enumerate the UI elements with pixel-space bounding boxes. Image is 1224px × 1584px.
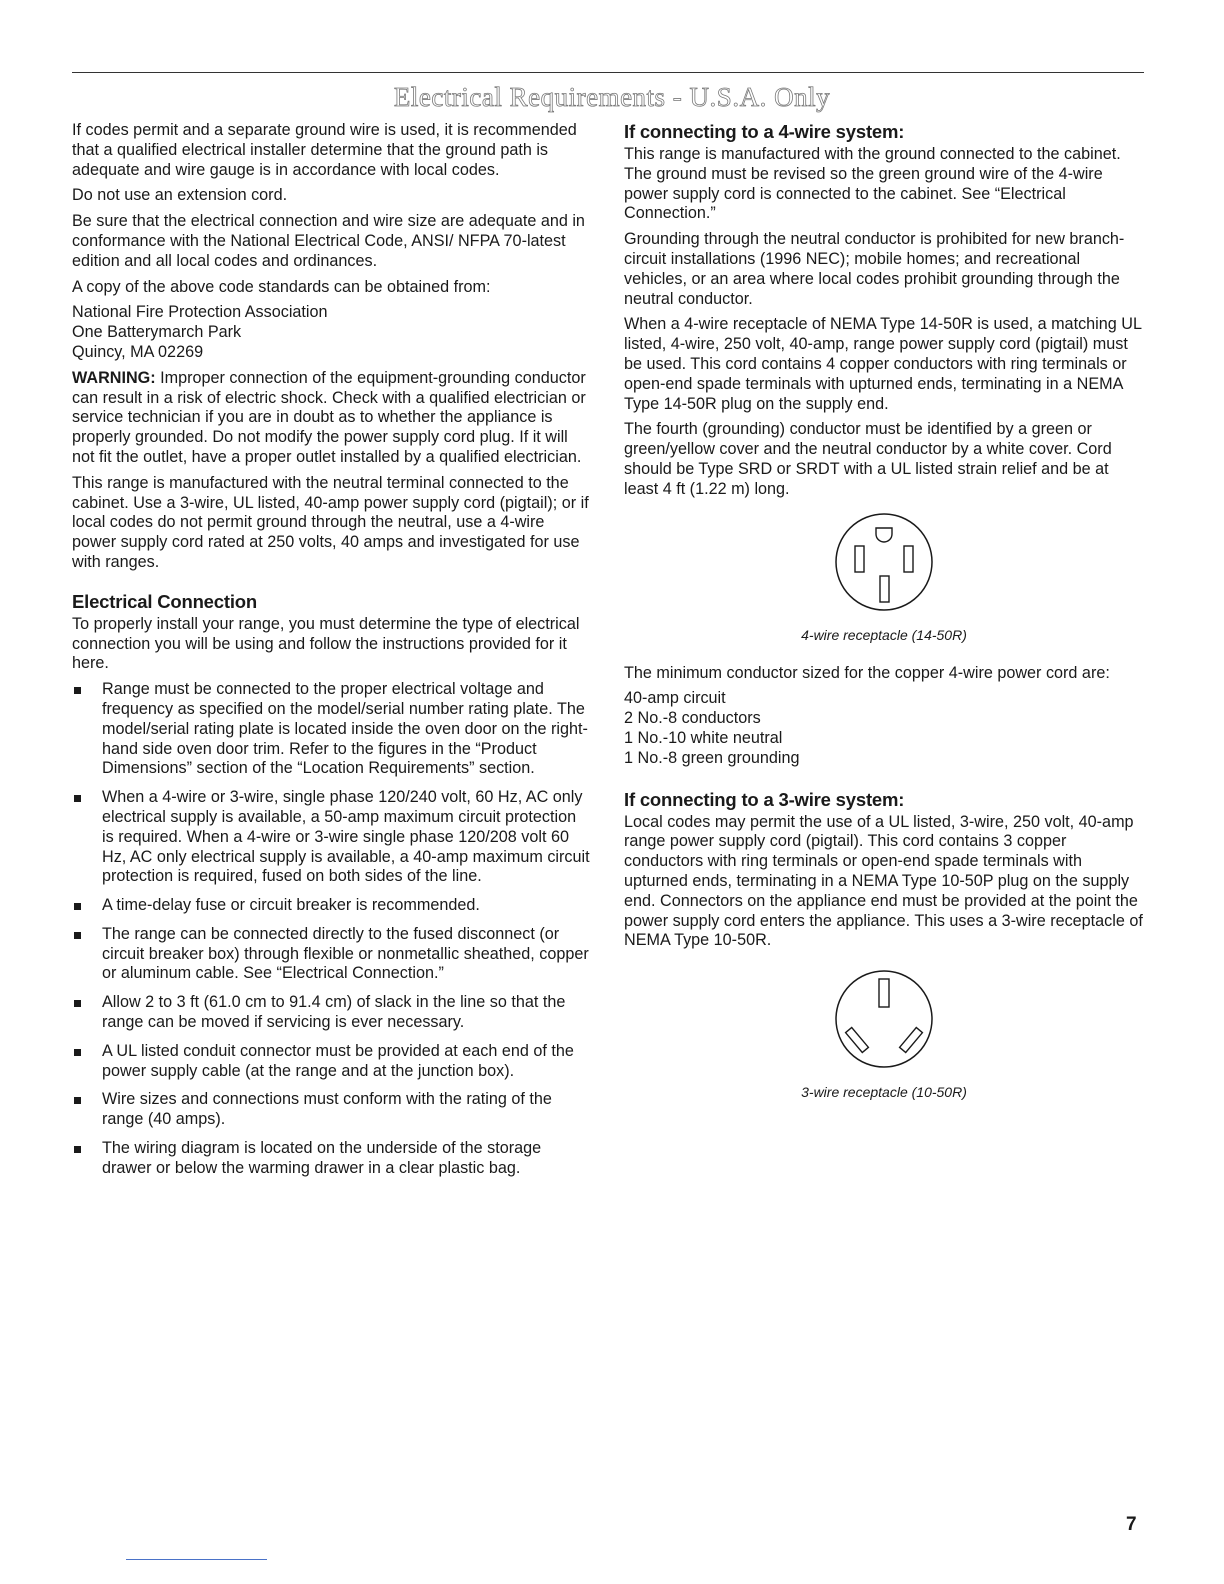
neutral-terminal-paragraph: This range is manufactured with the neutral terminal connected to the cabinet. Use a 3-wire, UL listed, 40-amp power supply cord (pigtail); or if local codes do not permit ground through the neutral, use a 4-wire power supply cord rated at 250 volts, 40 amps and investigated for use with ranges.	[72, 473, 589, 571]
address-block	[72, 303, 590, 362]
list-item: When a 4-wire or 3-wire, single phase 120/240 volt, 60 Hz, AC only electrical supply is available, a 50-amp maximum circuit protection is required. When a 4-wire or 3-wire single phase 120/208 volt 60 Hz, AC only electrical supply is available, a 40-amp maximum circuit protection is required, fused on both sides of the line.	[72, 788, 590, 887]
four-wire-receptacle-figure	[624, 512, 1144, 644]
list-item: Range must be connected to the proper electrical voltage and frequency as specified on the model/serial number rating plate. The model/serial rating plate is located inside the oven door on the right-hand side oven door trim. Refer to the figures in the “Product Dimensions” section of the “Location Requirements” section.	[72, 680, 590, 779]
address-line: Quincy, MA 02269	[72, 342, 204, 361]
code-conformance-paragraph: Be sure that the electrical connection and wire size are adequate and in conformance with the National Electrical Code, ANSI/ NFPA 70-latest edition and all local codes and ordinances.	[72, 212, 585, 270]
list-item: The range can be connected directly to the fused disconnect (or circuit breaker box) through flexible or nonmetallic sheathed, copper or aluminum cable. See “Electrical Connection.”	[72, 925, 590, 984]
page-title: Electrical Requirements - U.S.A. Only	[393, 82, 831, 112]
three-wire-receptacle-figure	[624, 969, 1144, 1101]
electrical-connection-heading: Electrical Connection	[72, 590, 257, 612]
requirements-list	[72, 680, 590, 1179]
three-wire-caption: 3-wire receptacle (10-50R)	[801, 1084, 967, 1101]
top-rule	[72, 72, 1144, 73]
four-wire-paragraph-3: When a 4-wire receptacle of NEMA Type 14-50R is used, a matching UL listed, 4-wire, 250 volt, 40-amp, range power supply cord (pigtail) must be used. This cord contains 4 copper conductors with ring terminals or open-end spade terminals with upturned ends, terminating in a NEMA Type 14-50R plug on the supply end.	[624, 315, 1142, 413]
conductor-line: 1 No.-8 green grounding	[624, 748, 800, 767]
code-copy-paragraph: A copy of the above code standards can be obtained from:	[72, 277, 491, 296]
three-wire-heading: If connecting to a 3-wire system:	[624, 788, 905, 810]
list-item: A time-delay fuse or circuit breaker is recommended.	[72, 896, 590, 916]
list-item: A UL listed conduit connector must be provided at each end of the power supply cable (at the range and at the junction box).	[72, 1042, 590, 1082]
warning-text: Improper connection of the equipment-grounding conductor can result in a risk of electric shock. Check with a qualified electrician or service technician if you are in doubt as to whether the appliance is properly grounded. Do not modify the power supply cord plug. If it will not fit the outlet, have a proper outlet installed by a qualified electrician.	[72, 368, 586, 466]
extension-cord-paragraph: Do not use an extension cord.	[72, 186, 288, 205]
four-wire-paragraph-1: This range is manufactured with the ground connected to the cabinet. The ground must be revised so the green ground wire of the 4-wire power supply cord is connected to the cabinet. See “Electrical Connection.”	[624, 145, 1121, 223]
four-wire-caption: 4-wire receptacle (14-50R)	[801, 626, 967, 643]
ground-wire-paragraph: If codes permit and a separate ground wire is used, it is recommended that a qualified electrical installer determine that the ground path is adequate and wire gauge is in accordance with local codes.	[72, 121, 577, 179]
four-wire-heading: If connecting to a 4-wire system:	[624, 121, 905, 142]
min-conductor-paragraph: The minimum conductor sized for the copper 4-wire power cord are:	[624, 663, 1110, 682]
warning-paragraph	[72, 369, 590, 468]
list-item: Wire sizes and connections must conform with the rating of the range (40 amps).	[72, 1090, 590, 1130]
three-wire-receptacle-icon	[831, 969, 937, 1069]
electrical-connection-intro: To properly install your range, you must determine the type of electrical connection you will be using and follow the instructions provided for it here.	[72, 614, 580, 673]
conductor-line: 1 No.-10 white neutral	[624, 728, 783, 747]
list-item: Allow 2 to 3 ft (61.0 cm to 91.4 cm) of slack in the line so that the range can be moved if servicing is ever necessary.	[72, 993, 590, 1033]
conductor-list	[624, 689, 1144, 768]
footer-rule	[126, 1559, 267, 1560]
list-item: The wiring diagram is located on the underside of the storage drawer or below the warming drawer in a clear plastic bag.	[72, 1139, 590, 1179]
conductor-line: 2 No.-8 conductors	[624, 709, 761, 728]
page-number: 7	[1126, 1514, 1137, 1535]
conductor-line: 40-amp circuit	[624, 689, 726, 708]
left-column	[72, 121, 590, 1188]
four-wire-paragraph-2: Grounding through the neutral conductor is prohibited for new branch-circuit installations (1996 NEC); mobile homes; and recreational vehicles, or an area where local codes prohibit grounding through the neutral conductor.	[624, 230, 1125, 308]
address-line: National Fire Protection Association	[72, 303, 328, 322]
warning-label: WARNING:	[72, 368, 156, 387]
four-wire-paragraph-4: The fourth (grounding) conductor must be identified by a green or green/yellow cover and the neutral conductor by a white cover. Cord should be Type SRD or SRDT with a UL listed strain relief and be at least 4 ft (1.22 m) long.	[624, 420, 1112, 498]
four-wire-receptacle-icon	[831, 512, 937, 612]
right-column	[624, 121, 1144, 1101]
address-line: One Batterymarch Park	[72, 323, 242, 342]
three-wire-paragraph: Local codes may permit the use of a UL listed, 3-wire, 250 volt, 40-amp range power supply cord (pigtail). This cord contains 3 copper conductors with ring terminals or open-end spade terminals with upturned ends, terminating in a NEMA Type 10-50P plug on the supply end. Connectors on the appliance end must be provided at the point the power supply cord enters the appliance. This uses a 3-wire receptacle of NEMA Type 10-50R.	[624, 812, 1143, 950]
